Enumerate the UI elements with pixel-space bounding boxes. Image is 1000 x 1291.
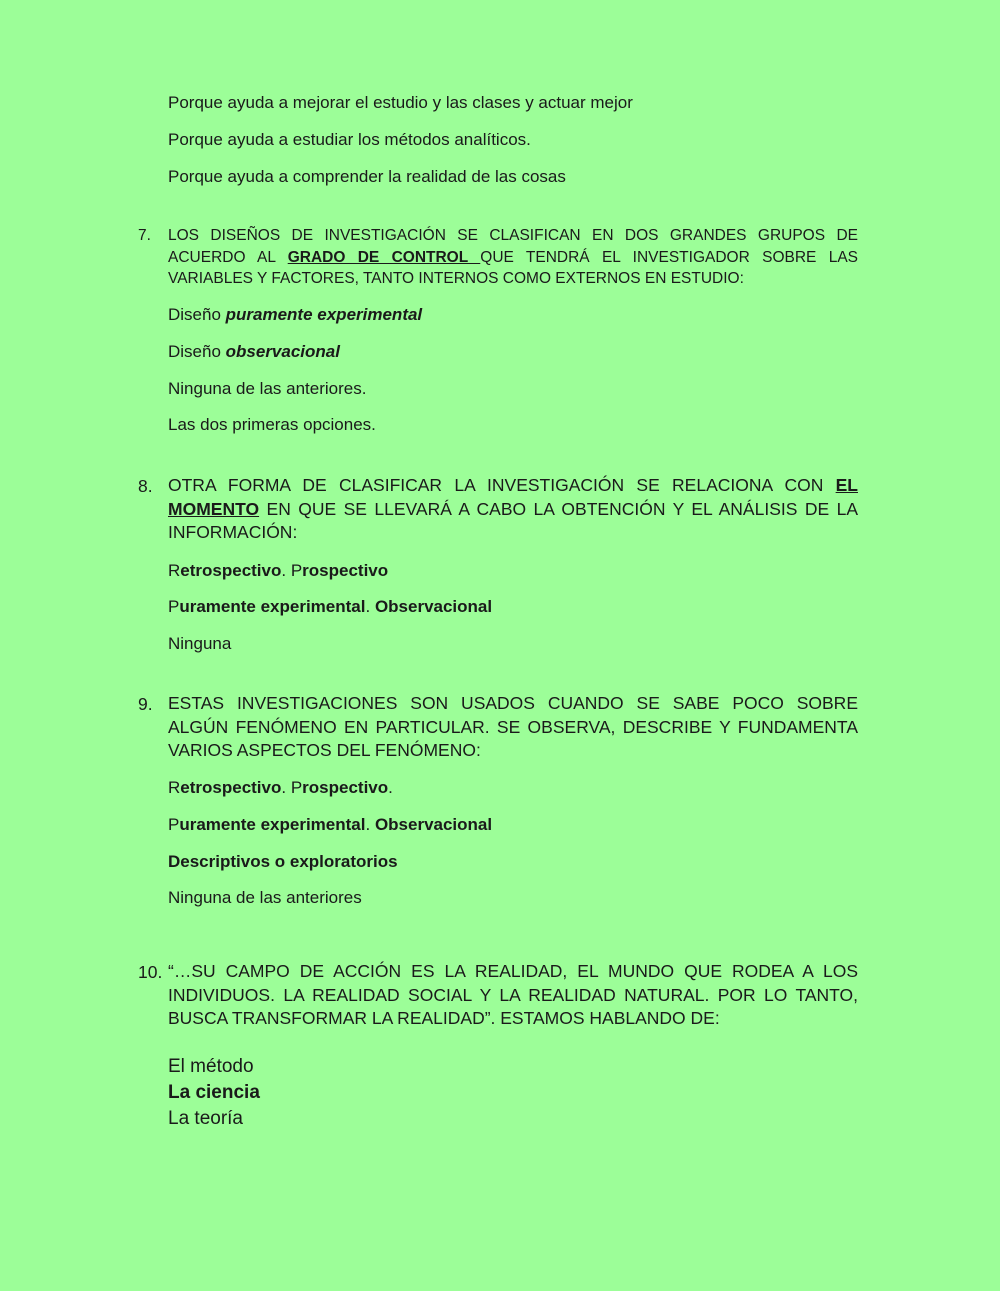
question-number: 9.	[138, 694, 153, 714]
q9-option-4[interactable]: Ninguna de las anteriores	[168, 888, 362, 907]
question-10-text: “…SU CAMPO DE ACCIÓN ES LA REALIDAD, EL MUNDO QUE RODEA A LOS INDIVIDUOS. LA REALIDAD SOCIAL Y LA REALIDAD NATURAL. POR LO TANTO, BUSCA TRANSFORMAR LA REALIDAD”. ESTAMOS HABLANDO DE:	[168, 961, 858, 1028]
q10-option-2[interactable]: La ciencia	[168, 1082, 260, 1103]
q9-option-2[interactable]: Puramente experimental. Observacional	[168, 815, 493, 834]
q10-option-1[interactable]: El método	[168, 1056, 254, 1077]
question-number: 7.	[138, 227, 151, 244]
q6-option-2[interactable]: Porque ayuda a estudiar los métodos analíticos.	[168, 130, 531, 149]
q7-option-1[interactable]: Diseño puramente experimental	[168, 305, 423, 324]
q8-option-2[interactable]: Puramente experimental. Observacional	[168, 597, 493, 616]
question-9-text: ESTAS INVESTIGACIONES SON USADOS CUANDO SE SABE POCO SOBRE ALGÚN FENÓMENO EN PARTICULAR. SE OBSERVA, DESCRIBE Y FUNDAMENTA VARIOS ASPECTOS DEL FENÓMENO:	[168, 693, 858, 760]
key-term: EL MOMENTO	[168, 475, 858, 519]
question-8-text: OTRA FORMA DE CLASIFICAR LA INVESTIGACIÓN SE RELACIONA CON EL MOMENTO EN QUE SE LLEVARÁ A CABO LA OBTENCIÓN Y EL ANÁLISIS DE LA INFORMACIÓN:	[168, 475, 858, 542]
key-term: GRADO DE CONTROL	[287, 248, 481, 266]
q6-option-3[interactable]: Porque ayuda a comprender la realidad de las cosas	[168, 167, 566, 186]
q10-option-3[interactable]: La teoría	[168, 1108, 243, 1129]
question-number: 8.	[138, 476, 153, 496]
q7-option-3[interactable]: Ninguna de las anteriores.	[168, 379, 367, 398]
q8-option-1[interactable]: Retrospectivo. Prospectivo	[168, 561, 389, 580]
q7-option-2[interactable]: Diseño observacional	[168, 342, 340, 361]
q9-option-1[interactable]: Retrospectivo. Prospectivo.	[168, 778, 393, 797]
q9-option-3[interactable]: Descriptivos o exploratorios	[168, 852, 398, 871]
q6-option-1[interactable]: Porque ayuda a mejorar el estudio y las clases y actuar mejor	[168, 93, 633, 112]
question-number: 10.	[138, 962, 163, 982]
q7-option-4[interactable]: Las dos primeras opciones.	[168, 415, 376, 434]
q8-option-3[interactable]: Ninguna	[168, 634, 232, 653]
question-7-text: LOS DISEÑOS DE INVESTIGACIÓN SE CLASIFICAN EN DOS GRANDES GRUPOS DE ACUERDO AL GRADO DE CONTROL QUE TENDRÁ EL INVESTIGADOR SOBRE LAS VARIABLES Y FACTORES, TANTO INTERNOS COMO EXTERNOS EN ESTUDIO:	[168, 227, 859, 287]
